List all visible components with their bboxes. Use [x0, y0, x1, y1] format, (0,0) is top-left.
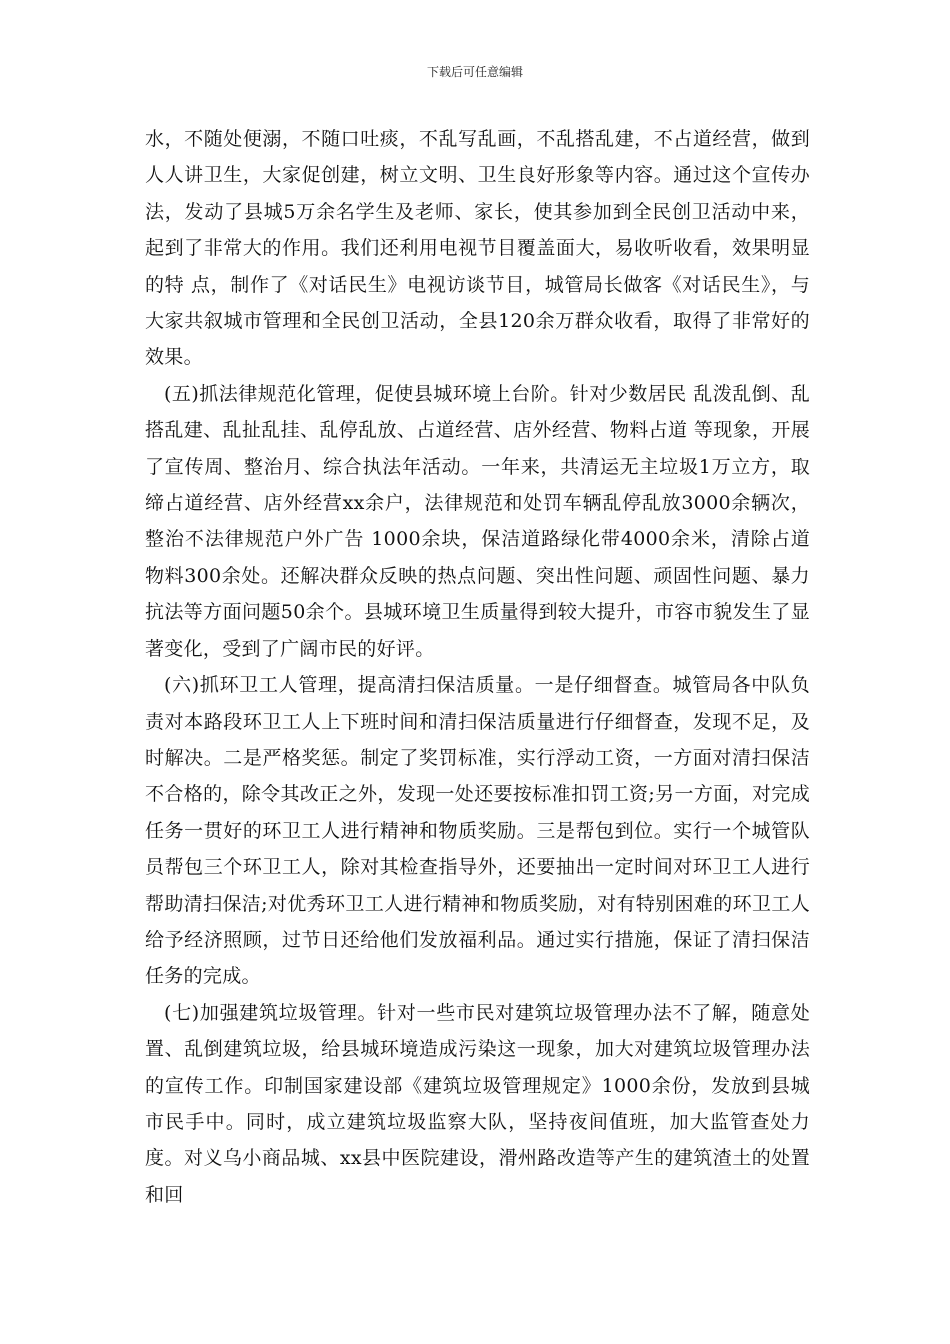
paragraph-section-5: (五)抓法律规范化管理，促使县城环境上台阶。针对少数居民 乱泼乱倒、乱搭乱建、乱扯乱挂、乱停乱放、占道经营、店外经营、物料占道 等现象，开展了宣传周、整治月、综合执法年活动。一年来，共清运无主垃圾1万立方，取缔占道经营、店外经营xx余户，法律规范和处罚车辆乱停乱放3000余辆次，整治不法律规范户外广告 1000余块，保洁道路绿化带4000余米，清除占道物料300余处。还解决群众反映的热点问题、突出性问题、顽固性问题、暴力抗法等方面问题50余个。县城环境卫生质量得到较大提升，市容市貌发生了显著变化，受到了广阔市民的好评。: [145, 382, 810, 660]
page-header: 下载后可任意编辑: [426, 65, 523, 79]
paragraph-continuation: 水，不随处便溺，不随口吐痰，不乱写乱画，不乱搭乱建，不占道经营，做到人人讲卫生，大家促创建，树立文明、卫生良好形象等内容。通过这个宣传办法，发动了县城5万余名学生及老师、家长，使其参加到全民创卫活动中来，起到了非常大的作用。我们还利用电视节目覆盖面大，易收听收看，效果明显的特 点，制作了《对话民生》电视访谈节目，城管局长做客《对话民生》，与大家共叙城市管理和全民创卫活动，全县120余万群众收看，取得了非常好的效果。: [145, 128, 810, 369]
paragraph-section-7: (七)加强建筑垃圾管理。针对一些市民对建筑垃圾管理办法不了解，随意处置、乱倒建筑垃圾，给县城环境造成污染这一现象，加大对建筑垃圾管理办法的宣传工作。印制国家建设部《建筑垃圾管理规定》1000余份，发放到县城市民手中。同时，成立建筑垃圾监察大队，坚持夜间值班，加大监管查处力度。对义乌小商品城、xx县中医院建设，滑州路改造等产生的建筑渣土的处置和回: [145, 1001, 810, 1206]
paragraph-section-6: (六)抓环卫工人管理，提高清扫保洁质量。一是仔细督查。城管局各中队负责对本路段环卫工人上下班时间和清扫保洁质量进行仔细督查，发现不足，及时解决。二是严格奖惩。制定了奖罚标准，实行浮动工资，一方面对清扫保洁不合格的，除令其改正之外，发现一处还要按标准扣罚工资;另一方面，对完成任务一贯好的环卫工人进行精神和物质奖励。三是帮包到位。实行一个城管队员帮包三个环卫工人，除对其检查指导外，还要抽出一定时间对环卫工人进行帮助清扫保洁;对优秀环卫工人进行精神和物质奖励，对有特别困难的环卫工人给予经济照顾，过节日还给他们发放福利品。通过实行措施，保证了清扫保洁任务的完成。: [145, 674, 810, 988]
document-body: [145, 121, 810, 1213]
